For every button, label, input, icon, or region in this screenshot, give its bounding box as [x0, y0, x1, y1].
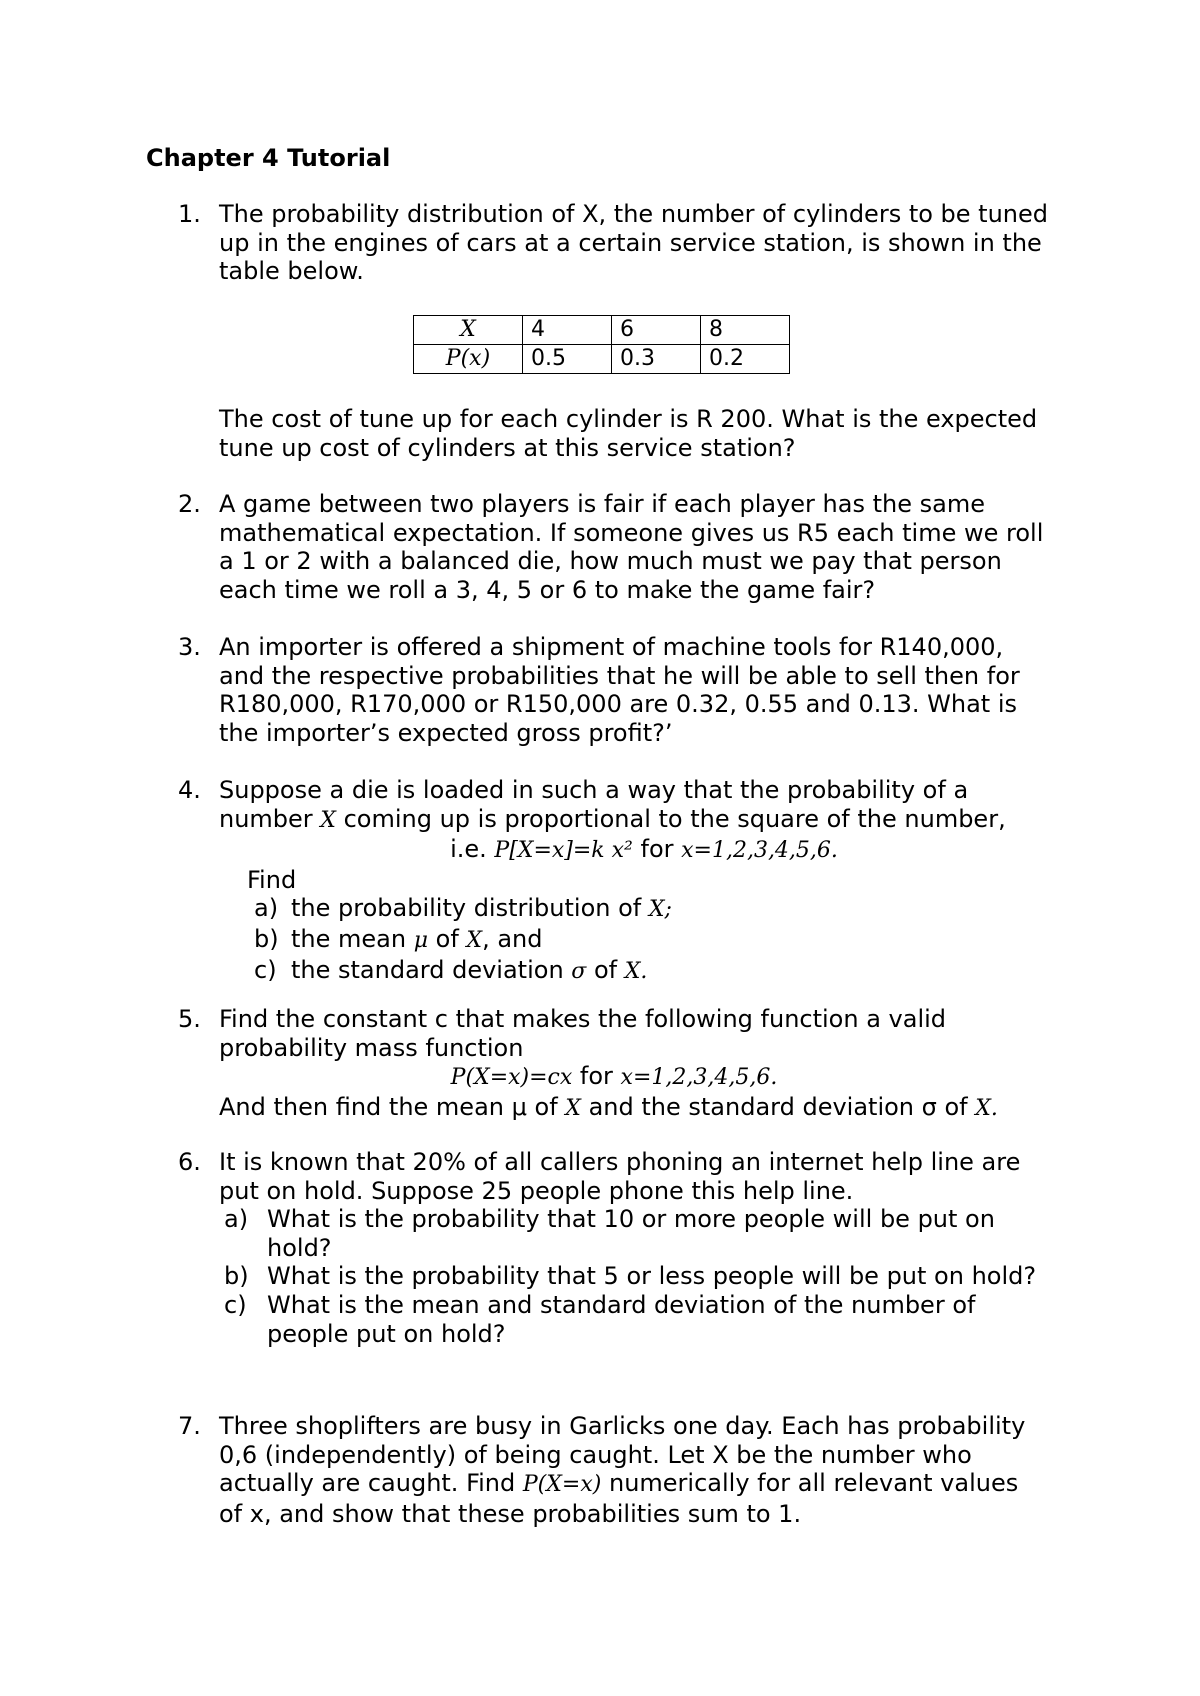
sub-question-c: c) the standard deviation σ of X. — [254, 955, 648, 984]
question-text: An importer is offered a shipment of machine tools for R140,000, and the respective probabilities that he will be able to sell then for R180,000, R170,000 or R150,000 are 0.32, 0.55 and 0.13. What is the importer’s expected gross profit?’ — [219, 633, 1020, 747]
question-text: Three shoplifters are busy in Garlicks one day. Each has probability 0,6 (independently) of being caught. Let X be the number who actually are caught. Find P(X=x) numerically for all relevant values of x, and show that these probabilities sum to 1. — [219, 1412, 1026, 1528]
question-number: 3. — [178, 633, 201, 661]
question-number: 6. — [178, 1148, 201, 1176]
question-text: The cost of tune up for each cylinder is R 200. What is the expected tune up cost of cylinders at this service station? — [219, 405, 1038, 462]
table-cell: X — [414, 316, 523, 345]
sub-question-a: a) the probability distribution of X; — [254, 894, 672, 923]
sub-question-a: a) What is the probability that 10 or more people will be put on hold? — [224, 1205, 995, 1262]
table-row — [414, 316, 790, 345]
question-text: A game between two players is fair if each player has the same mathematical expectation. If someone gives us R5 each time we roll a 1 or 2 with a balanced die, how much must we pay that person each time we roll a 3, 4, 5 or 6 to make the game fair? — [219, 490, 1044, 604]
table-cell: P(x) — [414, 345, 523, 374]
question-text: It is known that 20% of all callers phoning an internet help line are put on hold. Suppose 25 people phone this help line. a) What is the probability that 10 or more people will be put on hold? b) What is the probability that 5 or less people will be put on hold? c) What is the mean and standard deviation of the number of people put on hold? — [219, 1148, 1069, 1348]
page-title: Chapter 4 Tutorial — [146, 144, 391, 172]
table-cell: 0.5 — [523, 345, 612, 374]
question-text: Suppose a die is loaded in such a way that the probability of a number X coming up is proportional to the square of the number, i.e. P[X=x]=k x² for x=1,2,3,4,5,6. Find a) the probability distribution of X; b) the mean μ of X, and c) the standard deviation σ of X. — [219, 776, 1069, 986]
sub-question-b: b) What is the probability that 5 or less people will be put on hold? — [224, 1262, 1037, 1291]
table-cell: 0.3 — [612, 345, 701, 374]
question-text: The probability distribution of X, the number of cylinders to be tuned up in the engines of cars at a certain service station, is shown in the table below. — [219, 200, 1049, 286]
question-number: 7. — [178, 1412, 201, 1440]
sub-question-b: b) the mean μ of X, and — [254, 924, 543, 953]
probability-distribution-table — [413, 315, 790, 374]
question-number: 2. — [178, 490, 201, 518]
table-cell: 8 — [701, 316, 790, 345]
sub-question-c: c) What is the mean and standard deviation of the number of people put on hold? — [224, 1290, 976, 1348]
table-cell: 4 — [523, 316, 612, 345]
question-number: 5. — [178, 1005, 201, 1033]
table-row — [414, 345, 790, 374]
equation: i.e. P[X=x]=k x² for x=1,2,3,4,5,6. — [450, 835, 838, 864]
equation: P(X=x)=cx for x=1,2,3,4,5,6. — [450, 1062, 778, 1091]
table-cell: 6 — [612, 316, 701, 345]
question-text: Find the constant c that makes the following function a valid probability mass function P(X=x)=cx for x=1,2,3,4,5,6. And then find the mean μ of X and the standard deviation σ of X. — [219, 1005, 1069, 1123]
table-cell: 0.2 — [701, 345, 790, 374]
question-number: 4. — [178, 776, 201, 804]
question-number: 1. — [178, 200, 201, 228]
